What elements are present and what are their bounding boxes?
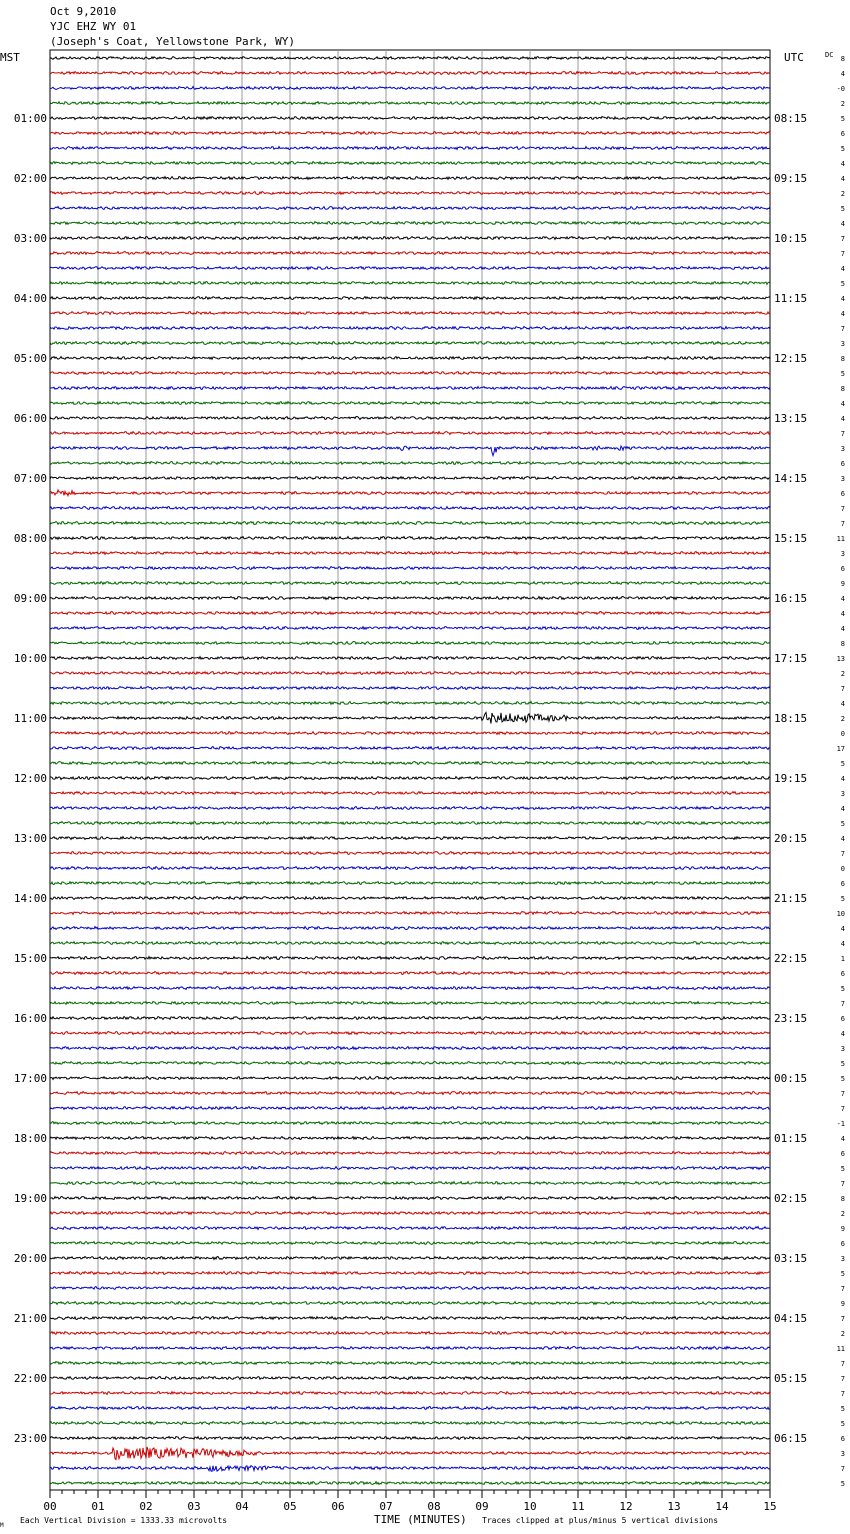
dc-value: 2 — [840, 100, 845, 108]
x-axis-title: TIME (MINUTES) — [374, 1513, 467, 1526]
utc-hour-label: 00:15 — [774, 1072, 808, 1085]
dc-value: 4 — [840, 220, 845, 228]
seismic-trace — [50, 1182, 770, 1185]
dc-value: 6 — [840, 130, 845, 138]
utc-hour-label: 02:15 — [774, 1192, 808, 1205]
dc-value: 7 — [840, 1360, 845, 1368]
mst-hour-label: 23:00 — [13, 1432, 47, 1445]
x-tick-label: 09 — [475, 1500, 489, 1513]
seismic-trace — [50, 507, 770, 510]
seismic-trace — [50, 342, 770, 345]
dc-value: 8 — [840, 385, 845, 393]
dc-value: 5 — [840, 205, 845, 213]
dc-value: 2 — [840, 1330, 845, 1338]
dc-value: 13 — [836, 655, 845, 663]
seismic-trace — [50, 672, 770, 675]
seismic-trace — [50, 1482, 770, 1485]
dc-value: 7 — [840, 1180, 845, 1188]
seismic-trace — [50, 537, 770, 540]
seismic-trace — [50, 1466, 770, 1472]
seismic-trace — [50, 897, 770, 900]
seismic-trace — [50, 177, 770, 180]
dc-value: 5 — [840, 1480, 845, 1488]
dc-value: 5 — [840, 145, 845, 153]
dc-value: 6 — [840, 490, 845, 498]
dc-value: 4 — [840, 610, 845, 618]
seismic-trace — [50, 192, 770, 195]
station-title: YJC EHZ WY 01 — [50, 20, 137, 33]
dc-value: 7 — [840, 250, 845, 258]
dc-value: 2 — [840, 715, 845, 723]
utc-hour-label: 21:15 — [774, 892, 808, 905]
seismic-trace — [50, 1257, 770, 1260]
x-tick-label: 11 — [571, 1500, 585, 1513]
seismic-trace — [50, 357, 770, 360]
clip-note: Traces clipped at plus/minus 5 vertical divisions — [482, 1516, 719, 1525]
seismic-trace — [50, 912, 770, 915]
dc-value: 4 — [840, 940, 845, 948]
dc-value: 4 — [840, 595, 845, 603]
dc-value: 17 — [836, 745, 845, 753]
seismic-trace — [50, 490, 770, 496]
seismic-trace — [50, 942, 770, 945]
seismic-trace — [50, 147, 770, 150]
mst-hour-label: 11:00 — [13, 712, 47, 725]
utc-hour-label: 04:15 — [774, 1312, 808, 1325]
seismic-trace — [50, 1332, 770, 1335]
dc-value: 3 — [840, 790, 845, 798]
seismic-trace — [50, 732, 770, 735]
seismic-trace — [50, 1347, 770, 1350]
seismic-trace — [50, 612, 770, 615]
seismic-trace — [50, 72, 770, 75]
dc-value: 3 — [840, 445, 845, 453]
dc-value: 6 — [840, 460, 845, 468]
utc-hour-label: 12:15 — [774, 352, 808, 365]
seismic-trace — [50, 222, 770, 225]
mst-hour-label: 02:00 — [13, 172, 47, 185]
seismic-trace — [50, 792, 770, 795]
utc-label: UTC — [784, 51, 804, 64]
utc-hour-label: 08:15 — [774, 112, 808, 125]
x-tick-label: 07 — [379, 1500, 393, 1513]
seismic-trace — [50, 1152, 770, 1155]
dc-value: 8 — [840, 640, 845, 648]
seismic-trace — [50, 1317, 770, 1320]
seismic-trace — [50, 1122, 770, 1125]
seismic-trace — [50, 777, 770, 780]
dc-value: 4 — [840, 925, 845, 933]
mst-hour-label: 22:00 — [13, 1372, 47, 1385]
dc-value: 9 — [840, 580, 845, 588]
utc-hour-label: 15:15 — [774, 532, 808, 545]
seismic-trace — [50, 567, 770, 570]
mst-hour-label: 09:00 — [13, 592, 47, 605]
seismic-trace — [50, 417, 770, 420]
mst-hour-label: 13:00 — [13, 832, 47, 845]
mst-hour-label: 10:00 — [13, 652, 47, 665]
dc-value: 7 — [840, 1285, 845, 1293]
utc-hour-label: 10:15 — [774, 232, 808, 245]
dc-value: 7 — [840, 1090, 845, 1098]
mst-hour-label: 01:00 — [13, 112, 47, 125]
dc-value: 4 — [840, 1135, 845, 1143]
seismic-trace — [50, 132, 770, 135]
dc-value: 4 — [840, 265, 845, 273]
x-tick-label: 15 — [763, 1500, 777, 1513]
seismic-trace — [50, 1197, 770, 1200]
seismic-trace — [50, 882, 770, 885]
dc-value: 6 — [840, 880, 845, 888]
seismic-trace — [50, 702, 770, 705]
dc-value: 4 — [840, 805, 845, 813]
seismic-trace — [50, 237, 770, 240]
seismic-trace — [50, 387, 770, 390]
seismic-trace — [50, 1302, 770, 1305]
seismic-trace — [50, 1107, 770, 1110]
trace-group — [50, 57, 770, 1485]
seismic-trace — [50, 747, 770, 750]
scale-note: Each Vertical Division = 1333.33 microvolts — [20, 1516, 228, 1525]
utc-hour-label: 18:15 — [774, 712, 808, 725]
utc-hour-label: 03:15 — [774, 1252, 808, 1265]
dc-value: 5 — [840, 985, 845, 993]
dc-value: 8 — [840, 1195, 845, 1203]
seismic-trace — [50, 927, 770, 930]
utc-hour-label: 19:15 — [774, 772, 808, 785]
x-tick-label: 00 — [43, 1500, 57, 1513]
dc-value: 3 — [840, 340, 845, 348]
corner-mark: M — [0, 1522, 4, 1529]
x-tick-label: 12 — [619, 1500, 633, 1513]
mst-hour-label: 05:00 — [13, 352, 47, 365]
mst-hour-label: 03:00 — [13, 232, 47, 245]
seismic-trace — [50, 1242, 770, 1245]
seismic-trace — [50, 987, 770, 990]
seismic-trace — [50, 1002, 770, 1005]
seismic-trace — [50, 1227, 770, 1230]
dc-value: 7 — [840, 1000, 845, 1008]
mst-hour-label: 21:00 — [13, 1312, 47, 1325]
dc-value: 4 — [840, 625, 845, 633]
dc-value: 6 — [840, 970, 845, 978]
seismic-trace — [50, 522, 770, 525]
seismic-trace — [50, 1167, 770, 1170]
seismic-trace — [50, 957, 770, 960]
mst-hour-label: 06:00 — [13, 412, 47, 425]
seismic-trace — [50, 1092, 770, 1095]
x-tick-label: 05 — [283, 1500, 297, 1513]
seismic-trace — [50, 1447, 770, 1460]
dc-value: 4 — [840, 310, 845, 318]
dc-label: DC — [825, 51, 834, 59]
dc-value: 4 — [840, 835, 845, 843]
dc-value: 5 — [840, 1270, 845, 1278]
seismic-trace — [50, 402, 770, 405]
seismic-trace — [50, 57, 770, 60]
mst-hour-label: 04:00 — [13, 292, 47, 305]
seismic-trace — [50, 1212, 770, 1215]
seismic-trace — [50, 867, 770, 870]
utc-hour-label: 05:15 — [774, 1372, 808, 1385]
dc-value: 5 — [840, 1075, 845, 1083]
dc-value: 4 — [840, 400, 845, 408]
dc-value: 7 — [840, 430, 845, 438]
x-tick-label: 08 — [427, 1500, 441, 1513]
dc-value: 5 — [840, 280, 845, 288]
utc-hour-label: 01:15 — [774, 1132, 808, 1145]
seismic-trace — [50, 432, 770, 435]
dc-value: 5 — [840, 1405, 845, 1413]
seismic-trace — [50, 1362, 770, 1365]
x-tick-label: 06 — [331, 1500, 345, 1513]
dc-value: 4 — [840, 415, 845, 423]
dc-value: -1 — [836, 1120, 845, 1128]
dc-value: 11 — [836, 535, 845, 543]
dc-value: 3 — [840, 475, 845, 483]
dc-value: 4 — [840, 700, 845, 708]
x-tick-label: 01 — [91, 1500, 105, 1513]
dc-value: 3 — [840, 550, 845, 558]
dc-value: 10 — [836, 910, 845, 918]
dc-value: 6 — [840, 1015, 845, 1023]
seismic-trace — [50, 462, 770, 465]
x-tick-label: 13 — [667, 1500, 681, 1513]
dc-value: 8 — [840, 355, 845, 363]
x-tick-label: 03 — [187, 1500, 201, 1513]
seismic-trace — [50, 1077, 770, 1080]
seismic-trace — [50, 762, 770, 765]
mst-hour-label: 16:00 — [13, 1012, 47, 1025]
dc-value: 8 — [840, 55, 845, 63]
x-tick-label: 02 — [139, 1500, 153, 1513]
utc-hour-label: 11:15 — [774, 292, 808, 305]
seismic-trace — [50, 582, 770, 585]
utc-hour-label: 23:15 — [774, 1012, 808, 1025]
utc-hour-label: 09:15 — [774, 172, 808, 185]
seismic-trace — [50, 807, 770, 810]
seismic-trace — [50, 822, 770, 825]
dc-value: 7 — [840, 1375, 845, 1383]
utc-hour-label: 22:15 — [774, 952, 808, 965]
seismic-trace — [50, 642, 770, 645]
seismic-trace — [50, 597, 770, 600]
dc-value: 2 — [840, 190, 845, 198]
mst-hour-label: 20:00 — [13, 1252, 47, 1265]
mst-hour-label: 19:00 — [13, 1192, 47, 1205]
seismic-trace — [50, 1392, 770, 1395]
utc-hour-label: 20:15 — [774, 832, 808, 845]
mst-hour-label: 08:00 — [13, 532, 47, 545]
dc-value: 6 — [840, 1435, 845, 1443]
dc-offset-labels — [837, 55, 845, 1488]
utc-hour-label: 14:15 — [774, 472, 808, 485]
dc-value: 5 — [840, 820, 845, 828]
dc-value: 11 — [836, 1345, 845, 1353]
seismic-trace — [50, 657, 770, 660]
mst-hour-label: 14:00 — [13, 892, 47, 905]
seismic-trace — [50, 162, 770, 165]
dc-value: 6 — [840, 565, 845, 573]
dc-value: 7 — [840, 1390, 845, 1398]
mst-hour-label: 18:00 — [13, 1132, 47, 1145]
seismic-trace — [50, 1017, 770, 1020]
dc-value: 5 — [840, 1420, 845, 1428]
dc-value: 6 — [840, 1150, 845, 1158]
seismic-trace — [50, 207, 770, 210]
seismic-trace — [50, 117, 770, 120]
seismic-trace — [50, 102, 770, 105]
dc-value: 6 — [840, 1240, 845, 1248]
dc-value: 3 — [840, 1255, 845, 1263]
dc-value: 4 — [840, 1030, 845, 1038]
seismic-trace — [50, 1137, 770, 1140]
dc-value: 7 — [840, 325, 845, 333]
seismic-trace — [50, 267, 770, 270]
dc-value: 7 — [840, 505, 845, 513]
location-title: (Joseph's Coat, Yellowstone Park, WY) — [50, 35, 296, 48]
dc-value: 1 — [840, 955, 845, 963]
seismic-trace — [50, 327, 770, 330]
seismic-trace — [50, 687, 770, 690]
seismic-trace — [50, 1047, 770, 1050]
seismic-trace — [50, 297, 770, 300]
x-tick-label: 04 — [235, 1500, 249, 1513]
dc-value: 7 — [840, 850, 845, 858]
x-axis — [43, 1490, 776, 1513]
dc-value: 9 — [840, 1300, 845, 1308]
dc-value: 5 — [840, 760, 845, 768]
dc-value: -0 — [836, 85, 845, 93]
seismic-trace — [50, 372, 770, 375]
dc-value: 5 — [840, 370, 845, 378]
dc-value: 4 — [840, 775, 845, 783]
seismic-trace — [50, 282, 770, 285]
seismic-trace — [50, 1437, 770, 1440]
mst-hour-label: 17:00 — [13, 1072, 47, 1085]
dc-value: 7 — [840, 1315, 845, 1323]
dc-value: 3 — [840, 1450, 845, 1458]
utc-hour-label: 06:15 — [774, 1432, 808, 1445]
seismic-trace — [50, 552, 770, 555]
seismic-trace — [50, 446, 770, 456]
utc-time-labels — [774, 112, 807, 1445]
x-tick-label: 10 — [523, 1500, 537, 1513]
seismic-trace — [50, 87, 770, 90]
dc-value: 3 — [840, 1045, 845, 1053]
dc-value: 0 — [840, 730, 845, 738]
dc-value: 5 — [840, 1165, 845, 1173]
seismic-trace — [50, 477, 770, 480]
seismic-trace — [50, 312, 770, 315]
dc-value: 4 — [840, 295, 845, 303]
seismic-trace — [50, 1422, 770, 1425]
seismic-trace — [50, 1032, 770, 1035]
seismic-trace — [50, 852, 770, 855]
dc-value: 5 — [840, 1060, 845, 1068]
dc-value: 9 — [840, 1225, 845, 1233]
mst-hour-label: 15:00 — [13, 952, 47, 965]
utc-hour-label: 13:15 — [774, 412, 808, 425]
x-tick-label: 14 — [715, 1500, 729, 1513]
seismic-trace — [50, 1272, 770, 1275]
dc-value: 2 — [840, 1210, 845, 1218]
dc-value: 4 — [840, 175, 845, 183]
date-title: Oct 9,2010 — [50, 5, 117, 18]
dc-value: 7 — [840, 235, 845, 243]
utc-hour-label: 16:15 — [774, 592, 808, 605]
dc-value: 2 — [840, 670, 845, 678]
dc-value: 4 — [840, 160, 845, 168]
seismic-trace — [50, 837, 770, 840]
dc-value: 7 — [840, 685, 845, 693]
dc-value: 5 — [840, 115, 845, 123]
seismic-trace — [50, 1377, 770, 1380]
mst-hour-label: 12:00 — [13, 772, 47, 785]
mst-label: MST — [0, 51, 20, 64]
dc-value: 7 — [840, 1105, 845, 1113]
seismic-trace — [50, 972, 770, 975]
dc-value: 5 — [840, 895, 845, 903]
seismic-trace — [50, 1407, 770, 1410]
utc-hour-label: 17:15 — [774, 652, 808, 665]
seismic-trace — [50, 252, 770, 255]
seismic-trace — [50, 1062, 770, 1065]
dc-value: 4 — [840, 70, 845, 78]
seismic-trace — [50, 1287, 770, 1290]
dc-value: 7 — [840, 1465, 845, 1473]
seismic-trace — [50, 627, 770, 630]
mst-time-labels — [14, 112, 47, 1445]
mst-hour-label: 07:00 — [13, 472, 47, 485]
seismic-trace — [50, 712, 770, 723]
dc-value: 7 — [840, 520, 845, 528]
dc-value: 0 — [840, 865, 845, 873]
